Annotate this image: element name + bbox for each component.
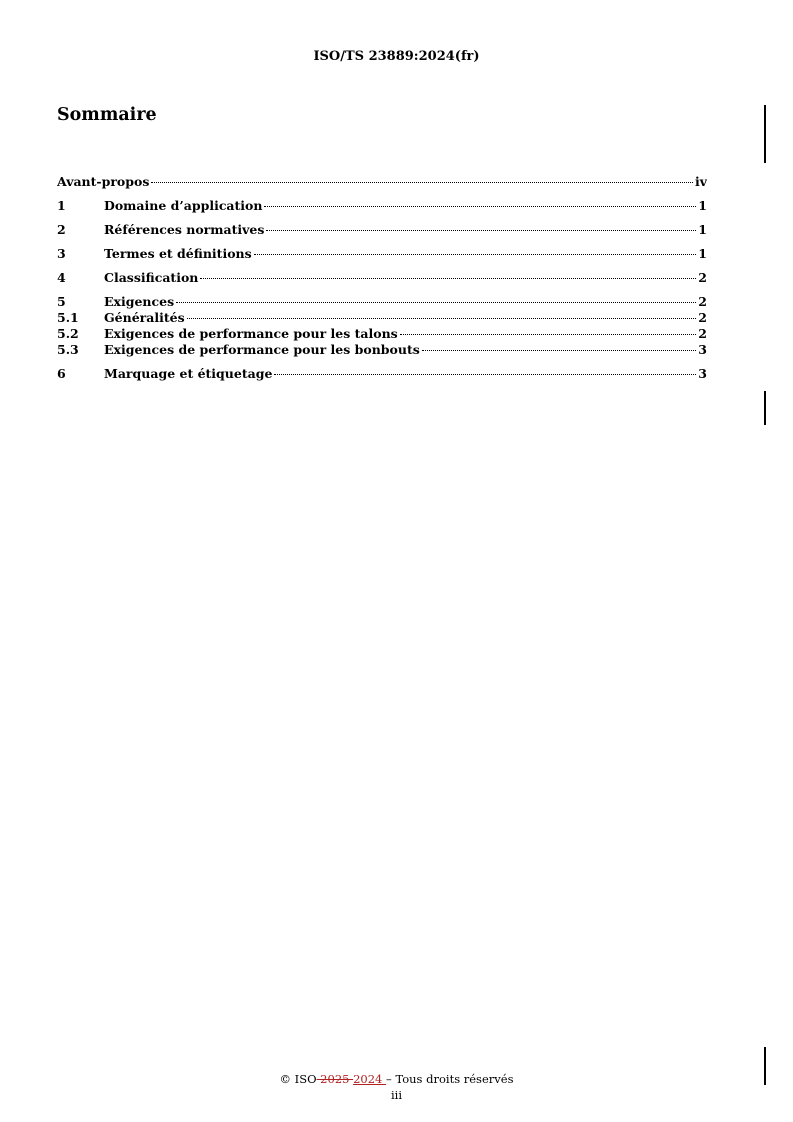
toc-entry-page: 2 (698, 310, 707, 325)
toc-entry-3[interactable] (57, 246, 707, 262)
toc-entry-page: 2 (698, 270, 707, 285)
toc-entry-5-1[interactable] (57, 310, 707, 326)
toc-entry-2[interactable] (57, 222, 707, 238)
toc-entry-label: Domaine d’application (104, 198, 263, 213)
toc-entry-label: Termes et définitions (104, 246, 252, 261)
toc-entry-label: Avant-propos (57, 174, 150, 189)
toc-leader-dots (254, 246, 697, 255)
toc-leader-dots (264, 198, 696, 207)
toc-leader-dots (200, 270, 696, 279)
toc-entry-page: 1 (698, 198, 707, 213)
copyright-notice (0, 1071, 793, 1087)
toc-entry-label: Références normatives (104, 222, 265, 237)
toc-entry-5-3[interactable] (57, 342, 707, 358)
page-title: Sommaire (57, 105, 157, 125)
inserted-year: 2024 (353, 1072, 387, 1086)
toc-entry-4[interactable] (57, 270, 707, 286)
toc-entry-number: 1 (57, 198, 66, 213)
page-footer (0, 1071, 793, 1103)
toc-entry-number: 5 (57, 294, 66, 309)
toc-entry-page: 3 (698, 342, 707, 357)
change-bar (764, 105, 766, 163)
toc-entry-5-2[interactable] (57, 326, 707, 342)
toc-leader-dots (151, 174, 693, 183)
toc-entry-number: 5.2 (57, 326, 79, 341)
toc-leader-dots (187, 310, 697, 319)
toc-entry-label: Classification (104, 270, 199, 285)
toc-entry-page: 1 (698, 222, 707, 237)
toc-entry-label: Exigences de performance pour les talons (104, 326, 398, 341)
toc-entry-page: 1 (698, 246, 707, 261)
toc-entry-label: Marquage et étiquetage (104, 366, 273, 381)
toc-leader-dots (400, 326, 697, 335)
toc-entry-number: 3 (57, 246, 66, 261)
toc-leader-dots (422, 342, 697, 351)
toc-entry-page: 2 (698, 326, 707, 341)
toc-entry-number: 2 (57, 222, 66, 237)
toc-entry-number: 5.3 (57, 342, 79, 357)
toc-entry-label: Généralités (104, 310, 185, 325)
copyright-suffix: – Tous droits réservés (386, 1072, 514, 1086)
toc-entry-1[interactable] (57, 198, 707, 214)
table-of-contents (57, 174, 707, 382)
toc-entry-number: 4 (57, 270, 66, 285)
toc-entry-5[interactable] (57, 294, 707, 310)
toc-entry-label: Exigences de performance pour les bonbouts (104, 342, 420, 357)
toc-leader-dots (274, 366, 696, 375)
toc-entry-number: 6 (57, 366, 66, 381)
toc-entry-page: 3 (698, 366, 707, 381)
toc-entry-avant-propos[interactable] (57, 174, 707, 190)
copyright-prefix: © ISO (279, 1072, 317, 1086)
toc-leader-dots (176, 294, 696, 303)
toc-entry-6[interactable] (57, 366, 707, 382)
toc-entry-number: 5.1 (57, 310, 79, 325)
change-bar (764, 391, 766, 425)
document-header: ISO/TS 23889:2024(fr) (313, 49, 480, 64)
toc-entry-label: Exigences (104, 294, 175, 309)
toc-entry-page: 2 (698, 294, 707, 309)
toc-leader-dots (266, 222, 696, 231)
deleted-year: 2025 (316, 1072, 354, 1086)
page-number: iii (390, 1088, 403, 1102)
toc-entry-page: iv (694, 174, 707, 189)
